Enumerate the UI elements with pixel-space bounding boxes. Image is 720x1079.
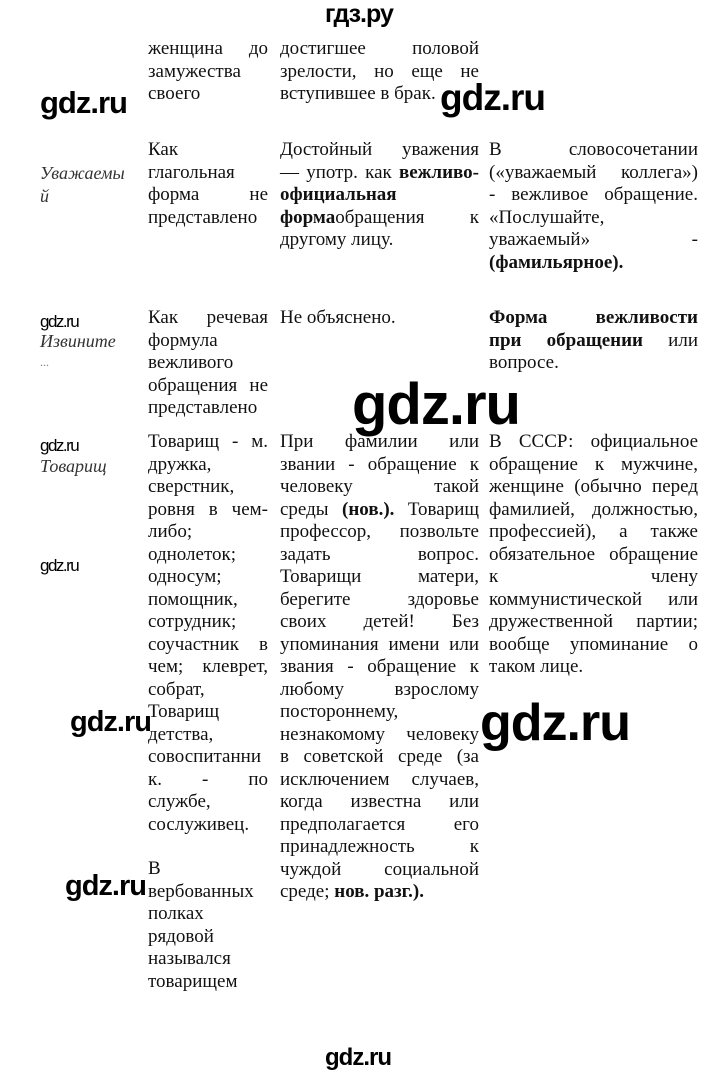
text: дружественной партии; [489,611,698,632]
text: среды [280,498,343,520]
text-line [280,881,479,904]
text-line [280,476,479,499]
watermark: gdz.ru [440,77,545,118]
term-line: Уважаемы [40,163,125,183]
cell [148,431,268,836]
text: собрат, [148,678,205,700]
text: помощник, [148,588,238,610]
text: своих детей! Без [280,611,479,632]
term-izvinite: Извините [40,331,116,351]
text: формула [148,329,218,351]
text-line [489,499,698,522]
text-line [148,971,268,994]
text: достигшее половой [280,38,479,59]
text-line [280,836,479,859]
text: к. - по [148,768,268,790]
text: ровня в чем- [148,498,268,520]
cell [280,139,479,252]
text: таком лице. [489,656,584,677]
text: уважаемый» - [489,229,698,250]
text-line [489,454,698,477]
text-line [489,611,698,634]
text: дружка, [148,453,212,475]
bold-text: вежливо- [398,161,479,183]
text: обращения не [148,374,268,396]
cell [489,307,698,375]
text: товарищем [148,970,238,992]
text: В [148,858,161,879]
text: обязательное обращение [489,543,698,565]
text: исключением случаев, [280,768,479,790]
text-line [280,611,479,634]
text: либо; [148,521,193,542]
cell [489,139,698,274]
text-line [148,926,268,949]
text: службе, [148,791,211,812]
text: среде; [280,881,335,902]
text-line [280,83,479,106]
text: к члену [489,566,698,587]
text: однолеток; [148,543,237,565]
text-line [489,566,698,589]
text-line [489,307,698,330]
text-line [148,207,268,230]
watermark: gdz.ru [480,694,630,752]
text: звании - обращение к [280,453,479,475]
text-line [280,814,479,837]
header-watermark: гдз.ру [325,0,393,28]
watermark: gdz.ru [40,312,79,331]
text-line [148,724,268,747]
text-line [148,454,268,477]
text-line [148,83,268,106]
text: постороннему, [280,701,399,722]
text: вежливого [148,352,234,373]
text: сотрудник; [148,611,237,632]
text-line [148,544,268,567]
text: Товарищ - м. [148,431,268,452]
text: Не объяснено. [280,307,396,328]
text-line [148,948,268,971]
text-line [148,611,268,634]
term-tovarishch: Товарищ [40,456,107,476]
text: полках [148,903,204,924]
text-line [280,634,479,657]
cell [148,38,268,106]
text-line [489,184,698,207]
text: соучастник в [148,633,268,655]
text-line [489,352,698,375]
text-line [148,397,268,420]
watermark: gdz.ru [40,85,127,120]
text-line [148,589,268,612]
text-line [489,476,698,499]
cell [280,307,479,330]
text-line [148,566,268,589]
text-line [489,139,698,162]
text-line [148,184,268,207]
text-line [148,903,268,926]
term-line: й [40,185,49,206]
text-line [148,139,268,162]
text-line [280,701,479,724]
text-line [148,61,268,84]
text: в советской среде (за [280,746,479,767]
text: («уважаемый коллега») [489,161,698,183]
text: совоспитанни [148,746,261,767]
watermark: gdz.ru [352,372,520,437]
bold-text: (нов.). [342,498,395,520]
cell [148,139,268,229]
text-line [148,858,268,881]
text: Товарищи матери, [280,566,479,587]
text-line [280,791,479,814]
text-line [148,431,268,454]
text-line [489,330,698,353]
text: предполагается его [280,813,479,835]
text-line [148,521,268,544]
text: назывался [148,948,231,969]
text: замужества [148,60,241,82]
term-ellipsis: ... [40,355,49,369]
text: женщина до [148,38,268,59]
text-line [280,746,479,769]
text: представлено [148,206,258,228]
text: рядовой [148,925,214,947]
text-line [280,724,479,747]
text-line [148,634,268,657]
text: другому лицу. [280,229,394,250]
cell [280,431,479,904]
text-line [280,431,479,454]
text-line [489,207,698,230]
watermark: gdz.ru [40,556,79,575]
text: задать вопрос. [280,543,479,565]
text-line [280,454,479,477]
text: коммунистической или [489,588,698,610]
text: фамилией, должностью, [489,498,698,520]
text: Товарищ [394,498,479,520]
text-line [148,162,268,185]
text: вербованных [148,880,254,902]
bold-text: Форма вежливости [489,307,698,328]
text-line [148,746,268,769]
text: женщине (обычно перед [489,476,698,497]
text: чем; клеврет, [148,656,268,677]
text-line [489,589,698,612]
text-line [280,769,479,792]
text: зрелости, но еще не [280,60,479,82]
text-line [148,769,268,792]
text: звания - обращение к [280,656,479,677]
text: Как [148,139,179,160]
bold-text: при обращении [489,329,644,351]
text-line [489,431,698,454]
text-line [280,521,479,544]
text-line [148,476,268,499]
cell [148,307,268,420]
text: односум; [148,566,222,587]
text: обращение к мужчине, [489,453,698,475]
cell [148,858,268,993]
text: любому взрослому [280,678,479,700]
text: упоминания имени или [280,633,479,655]
text-line [280,566,479,589]
watermark: gdz.ru [70,706,151,738]
text: человеку такой [280,476,479,497]
text: детства, [148,723,214,745]
text-line [148,791,268,814]
text-line [148,679,268,702]
text-line [489,162,698,185]
text: вопросе. [489,352,559,373]
text-line [148,499,268,522]
text: — употр. как [280,161,399,183]
text: форма не [148,184,268,205]
text-line [489,544,698,567]
text: сослуживец. [148,813,250,835]
text: В словосочетании [489,139,698,160]
text-line [148,881,268,904]
text: чуждой социальной [280,858,479,880]
text-line [280,162,479,185]
text-line [148,701,268,724]
bold-text: форма [280,206,336,228]
text-line [489,521,698,544]
text-line [148,375,268,398]
watermark: gdz.ru [40,436,79,455]
text-line [280,61,479,84]
text: обращения к [335,206,479,228]
text-line [489,656,698,679]
text: представлено [148,397,258,418]
text-line [280,184,479,207]
bold-text: официальная [280,184,397,205]
text-line [148,307,268,330]
cell [489,431,698,679]
text: При фамилии или [280,431,479,452]
text: В СССР: официальное [489,431,698,452]
text: Товарищ [148,701,220,722]
text: сверстник, [148,476,235,497]
text: глагольная [148,161,235,183]
term-uvazhaemyi [40,162,125,207]
text-line [280,38,479,61]
text-line [148,814,268,837]
bold-text: (фамильярное). [489,251,624,273]
text: или [643,329,698,351]
text: профессор, позвольте [280,521,479,542]
text-line [280,207,479,230]
text-line [148,38,268,61]
text-line [280,139,479,162]
text-line [489,634,698,657]
text: вступившее в брак. [280,83,436,104]
text: Достойный уважения [280,139,479,160]
text-line [148,656,268,679]
text-line [280,656,479,679]
text-line [280,589,479,612]
text: «Послушайте, [489,206,605,228]
text-line [280,679,479,702]
text: - вежливое обращение. [489,184,698,205]
bold-text: нов. разг.). [334,881,424,902]
text: берегите здоровье [280,588,479,610]
text: вообще упоминание о [489,633,698,655]
cell [280,38,479,106]
text: принадлежность к [280,836,479,857]
text-line [489,229,698,252]
text-line [280,499,479,522]
text-line [489,252,698,275]
text-line [280,544,479,567]
text: Как речевая [148,307,268,328]
text-line [148,352,268,375]
text-line [280,307,479,330]
text: незнакомому человеку [280,723,479,745]
watermark: gdz.ru [325,1044,391,1071]
watermark: gdz.ru [65,870,146,902]
text: когда известна или [280,791,479,812]
text: своего [148,83,201,104]
text-line [280,859,479,882]
text-line [280,229,479,252]
text: профессией), а также [489,521,698,542]
text-line [148,330,268,353]
